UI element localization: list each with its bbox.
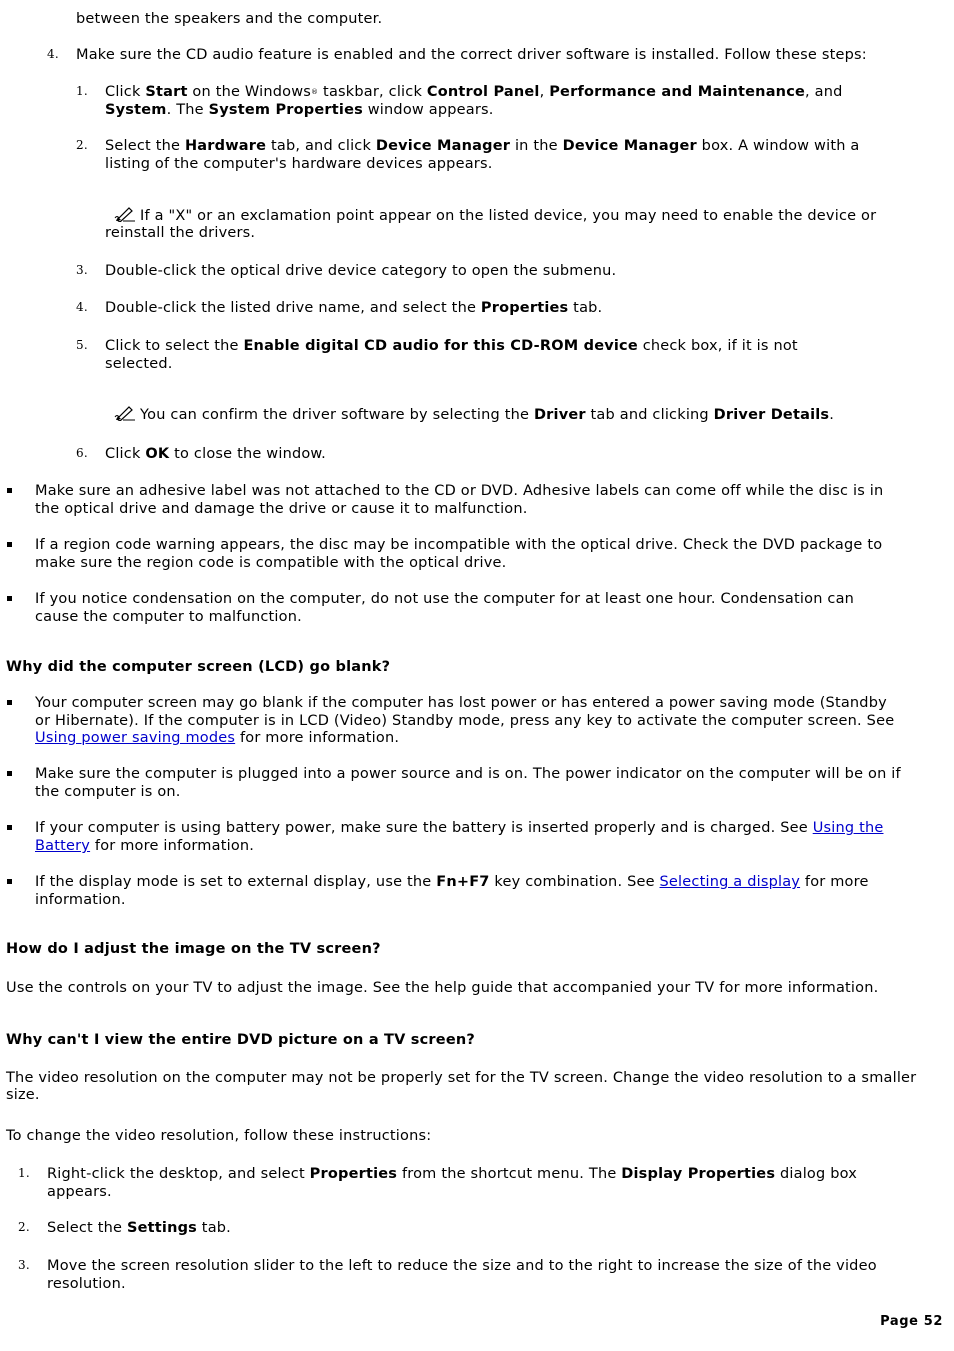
substep-3-text: Double-click the optical drive device category to open the submenu. xyxy=(105,263,617,279)
dvd-step-3-line-1: Move the screen resolution slider to the left to reduce the size and to the right to increase the size of the video xyxy=(47,1258,877,1274)
step-text: Make sure the CD audio feature is enabled and the correct driver software is installed. Follow these steps: xyxy=(76,47,867,63)
step-number: 3. xyxy=(18,1258,30,1272)
bullet-line: Make sure the computer is plugged into a power source and is on. The power indicator on the computer will be on if xyxy=(35,766,901,782)
substep-4-text: Double-click the listed drive name, and select the Properties tab. xyxy=(105,300,603,316)
substep-5-line-1: Click to select the Enable digital CD audio for this CD-ROM device check box, if it is not xyxy=(105,338,798,354)
bullet-line: information. xyxy=(35,892,126,908)
step-number: 1. xyxy=(18,1166,30,1180)
paragraph: The video resolution on the computer may not be properly set for the TV screen. Change the video resolution to a smaller xyxy=(6,1070,917,1086)
dvd-step-3-line-2: resolution. xyxy=(47,1276,126,1292)
bullet-marker xyxy=(7,700,12,705)
bullet-marker xyxy=(7,542,12,547)
substep-6-text: Click OK to close the window. xyxy=(105,446,326,462)
bullet-line: the optical drive and damage the drive or cause it to malfunction. xyxy=(35,501,528,517)
substep-1-line-2: System. The System Properties window appears. xyxy=(105,102,494,118)
bullet-line: If the display mode is set to external display, use the Fn+F7 key combination. See Selecting a display for more xyxy=(35,874,869,890)
note-1-line-1: If a "X" or an exclamation point appear on the listed device, you may need to enable the device or xyxy=(114,206,876,225)
bullet-line: If a region code warning appears, the disc may be incompatible with the optical drive. Check the DVD package to xyxy=(35,537,883,553)
paragraph: size. xyxy=(6,1087,40,1103)
bullet-line: cause the computer to malfunction. xyxy=(35,609,302,625)
link-power-saving-modes[interactable]: Using power saving modes xyxy=(35,730,236,746)
bullet-line: make sure the region code is compatible with the optical drive. xyxy=(35,555,507,571)
bullet-line: or Hibernate). If the computer is in LCD (Video) Standby mode, press any key to activate the computer screen. See xyxy=(35,713,895,729)
intro-tail-text: between the speakers and the computer. xyxy=(76,11,383,27)
substep-1-line-1: Click Start on the Windows® taskbar, click Control Panel, Performance and Maintenance, and xyxy=(105,84,843,100)
substep-number: 4. xyxy=(76,300,88,314)
paragraph: Use the controls on your TV to adjust the image. See the help guide that accompanied your TV for more information. xyxy=(6,980,879,996)
link-using-the-battery[interactable]: Battery xyxy=(35,838,91,854)
bullet-marker xyxy=(7,488,12,493)
bullet-line: Battery for more information. xyxy=(35,838,255,854)
dvd-step-1-line-2: appears. xyxy=(47,1184,112,1200)
section-heading-tv: How do I adjust the image on the TV screen? xyxy=(6,941,381,957)
note-1-line-2: reinstall the drivers. xyxy=(105,225,256,241)
bullet-line: Make sure an adhesive label was not attached to the CD or DVD. Adhesive labels can come off while the disc is in xyxy=(35,483,884,499)
bullet-line: Using power saving modes for more information. xyxy=(35,730,400,746)
substep-5-line-2: selected. xyxy=(105,356,173,372)
note-pen-icon xyxy=(114,206,136,222)
bullet-marker xyxy=(7,771,12,776)
bullet-line: Your computer screen may go blank if the computer has lost power or has entered a power saving mode (Standby xyxy=(35,695,887,711)
bullet-line: the computer is on. xyxy=(35,784,181,800)
paragraph: To change the video resolution, follow these instructions: xyxy=(6,1128,432,1144)
link-selecting-a-display[interactable]: Selecting a display xyxy=(659,874,801,890)
substep-number: 3. xyxy=(76,263,88,277)
section-heading-lcd: Why did the computer screen (LCD) go blank? xyxy=(6,659,391,675)
note-pen-icon xyxy=(114,405,136,421)
dvd-step-2-text: Select the Settings tab. xyxy=(47,1220,231,1236)
section-heading-dvd: Why can't I view the entire DVD picture on a TV screen? xyxy=(6,1032,475,1048)
bullet-marker xyxy=(7,825,12,830)
substep-number: 1. xyxy=(76,84,88,98)
page-number: Page 52 xyxy=(880,1314,943,1329)
bullet-marker xyxy=(7,879,12,884)
link-using-the-battery[interactable]: Using the xyxy=(812,820,884,836)
bullet-line: If your computer is using battery power, make sure the battery is inserted properly and is charged. See Using the xyxy=(35,820,884,836)
step-number: 2. xyxy=(18,1220,30,1234)
substep-number: 6. xyxy=(76,446,88,460)
bullet-marker xyxy=(7,596,12,601)
step-number: 4. xyxy=(47,47,59,61)
substep-number: 5. xyxy=(76,338,88,352)
substep-number: 2. xyxy=(76,138,88,152)
note-2-text: You can confirm the driver software by selecting the Driver tab and clicking Driver Details. xyxy=(114,405,834,424)
bullet-line: If you notice condensation on the computer, do not use the computer for at least one hour. Condensation can xyxy=(35,591,855,607)
substep-2-line-1: Select the Hardware tab, and click Device Manager in the Device Manager box. A window with a xyxy=(105,138,860,154)
dvd-step-1-line-1: Right-click the desktop, and select Properties from the shortcut menu. The Display Properties dialog box xyxy=(47,1166,858,1182)
substep-2-line-2: listing of the computer's hardware devices appears. xyxy=(105,156,493,172)
